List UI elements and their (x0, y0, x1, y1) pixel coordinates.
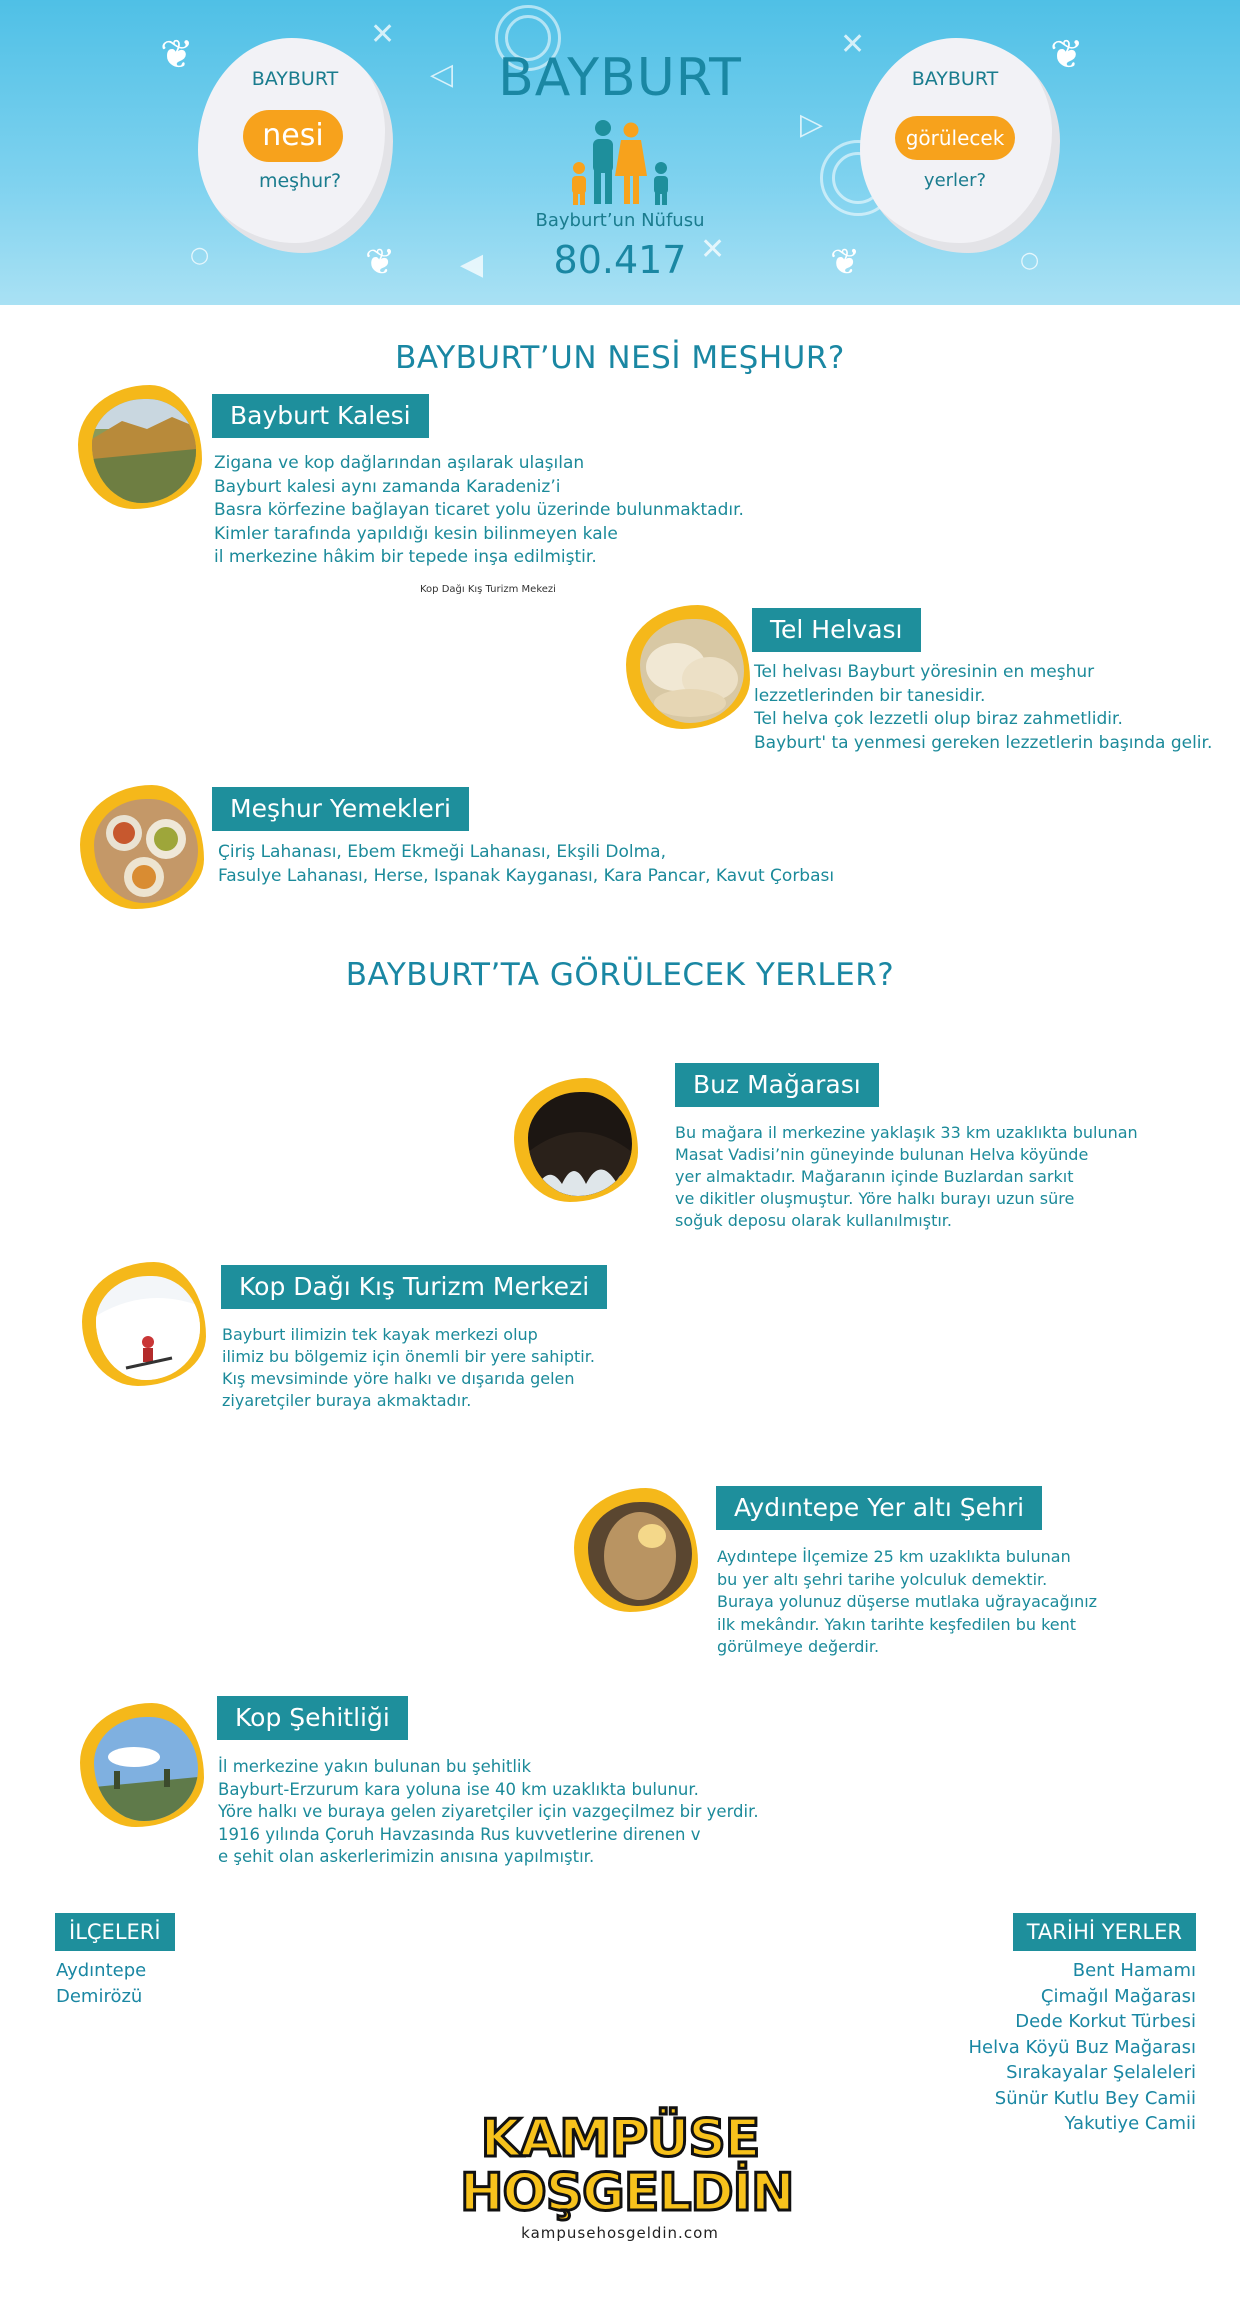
list-item: Helva Köyü Buz Mağarası (968, 2036, 1196, 2058)
logo-url: kampusehosgeldin.com (521, 2224, 719, 2242)
desc-line: Fasulye Lahanası, Herse, Ispanak Kayganası, Kara Pancar, Kavut Çorbası (218, 865, 835, 886)
population-label: Bayburt’un Nüfusu (535, 210, 705, 231)
martyrdom-image (80, 1703, 210, 1833)
item-label-buz-magarasi: Buz Mağarası (675, 1063, 879, 1107)
left-bubble-line1: BAYBURT (251, 68, 339, 90)
right-bubble-line1: BAYBURT (911, 68, 999, 90)
wing-icon: ❦ (160, 32, 194, 78)
desc-line: Tel helvası Bayburt yöresinin en meşhur (754, 662, 1095, 682)
cross-decoration-icon: ✕ (700, 232, 726, 267)
famous-section-title: BAYBURT’UN NESİ MEŞHUR? (395, 340, 845, 376)
desc-line: Bayburt' ta yenmesi gereken lezzetlerin başında gelir. (754, 732, 1213, 753)
desc-line: Kimler tarafında yapıldığı kesin bilinmeyen kale (214, 523, 618, 544)
triangle-decoration-icon: ◁ (430, 57, 454, 92)
districts-list (56, 1958, 146, 2009)
circle-decoration-icon: ○ (190, 243, 210, 268)
item-desc-kop-sehitligi (218, 1756, 759, 1869)
list-item: Aydıntepe (56, 1960, 147, 1981)
desc-line: Çiriş Lahanası, Ebem Ekmeği Lahanası, Ekşili Dolma, (218, 842, 666, 862)
cross-decoration-icon: ✕ (370, 17, 396, 52)
logo-line2: HOŞGELDİN (460, 2163, 794, 2223)
item-desc-bayburt-kalesi (214, 452, 744, 570)
logo-line1: KAMPÜSE (480, 2109, 760, 2169)
desc-line: ziyaretçiler buraya akmaktadır. (222, 1391, 472, 1410)
desc-line: Buraya yolunuz düşerse mutlaka uğrayacağınız (717, 1592, 1098, 1611)
item-label-kop-sehitligi: Kop Şehitliği (217, 1696, 408, 1740)
desc-line: lezzetlerinden bir tanesidir. (754, 685, 986, 706)
desc-line: Bayburt kalesi aynı zamanda Karadeniz’i (214, 476, 561, 497)
desc-line: ilk mekândır. Yakın tarihte keşfedilen bu kent (717, 1614, 1077, 1634)
item-label-meshur-yemekleri: Meşhur Yemekleri (212, 787, 469, 831)
desc-line: Tel helva çok lezzetli olup biraz zahmetlidir. (754, 709, 1123, 729)
wing-icon: ❦ (830, 242, 861, 283)
triangle-decoration-icon: ◀ (460, 247, 484, 282)
item-label-aydintepe: Aydıntepe Yer altı Şehri (716, 1486, 1042, 1530)
item-desc-aydintepe (717, 1546, 1097, 1659)
list-item: Yakutiye Camii (1064, 2113, 1196, 2134)
item-label-bayburt-kalesi: Bayburt Kalesi (212, 394, 429, 438)
desc-line: ve dikitler oluşmuştur. Yöre halkı burayı uzun süre (675, 1189, 1075, 1208)
item-desc-meshur-yemekleri (218, 841, 834, 888)
desc-line: Bu mağara il merkezine yaklaşık 33 km uzaklıkta bulunan (675, 1123, 1138, 1142)
desc-line: il merkezine hâkim bir tepede inşa edilmiştir. (214, 547, 597, 567)
list-item: Sünür Kutlu Bey Camii (994, 2087, 1196, 2109)
places-section-title: BAYBURT’TA GÖRÜLECEK YERLER? (345, 957, 895, 993)
desc-line: bu yer altı şehri tarihe yolculuk demektir. (717, 1569, 1048, 1589)
desc-line: görülmeye değerdir. (717, 1637, 880, 1656)
desc-line: soğuk deposu olarak kullanılmıştır. (675, 1211, 952, 1230)
family-icon (565, 118, 675, 206)
districts-title: İLÇELERİ (55, 1913, 175, 1951)
left-bubble-pill: nesi (243, 110, 343, 162)
wing-icon: ❦ (1050, 32, 1084, 78)
desc-line: Bayburt-Erzurum kara yoluna ise 40 km uzaklıkta bulunur. (218, 1779, 699, 1799)
list-item: Bent Hamamı (1072, 1960, 1196, 1981)
item-desc-buz-magarasi (675, 1122, 1138, 1232)
triangle-decoration-icon: ▷ (800, 107, 824, 142)
item-desc-kop-dagi (222, 1324, 595, 1412)
helva-image (626, 605, 756, 735)
right-bubble-pill: görülecek (895, 116, 1015, 160)
brand-logo (460, 2109, 794, 2260)
desc-line: Kış mevsiminde yöre halkı ve dışarıda gelen (222, 1369, 575, 1388)
castle-image (78, 385, 208, 515)
historic-title: TARİHİ YERLER (1013, 1913, 1196, 1951)
population-value: 80.417 (553, 238, 687, 282)
list-item: Sırakayalar Şelaleleri (1006, 2062, 1196, 2083)
historic-list (969, 1958, 1196, 2137)
item-label-tel-helvasi: Tel Helvası (752, 608, 921, 652)
desc-line: Basra körfezine bağlayan ticaret yolu üzerinde bulunmaktadır. (214, 500, 744, 520)
list-item: Dede Korkut Türbesi (1015, 2011, 1196, 2032)
ski-center-image (82, 1262, 212, 1392)
desc-line: ilimiz bu bölgemiz için önemli bir yere sahiptir. (222, 1347, 595, 1366)
circle-decoration-icon: ○ (1020, 248, 1040, 273)
desc-line: Yöre halkı ve buraya gelen ziyaretçiler için vazgeçilmez bir yerdir. (218, 1802, 759, 1821)
desc-line: Aydıntepe İlçemize 25 km uzaklıkta bulunan (717, 1547, 1071, 1566)
header-banner (0, 0, 1240, 305)
wing-icon: ❦ (365, 242, 396, 283)
list-item: Demirözü (56, 1985, 143, 2007)
desc-line: İl merkezine yakın bulunan bu şehitlik (218, 1757, 532, 1776)
desc-line: 1916 yılında Çoruh Havzasında Rus kuvvetlerine direnen v (218, 1824, 701, 1844)
right-bubble-line3: yerler? (923, 170, 987, 191)
desc-line: e şehit olan askerlerimizin anısına yapılmıştır. (218, 1847, 595, 1866)
list-item: Çimağıl Mağarası (1040, 1985, 1196, 2007)
desc-line: Masat Vadisi’nin güneyinde bulunan Helva köyünde (675, 1145, 1089, 1164)
food-image (80, 785, 210, 915)
desc-line: Bayburt ilimizin tek kayak merkezi olup (222, 1325, 538, 1344)
ice-cave-image (514, 1078, 644, 1208)
item-desc-tel-helvasi (754, 661, 1212, 755)
cross-decoration-icon: ✕ (840, 27, 866, 62)
desc-line: Zigana ve kop dağlarından aşılarak ulaşılan (214, 453, 585, 473)
item-label-kop-dagi: Kop Dağı Kış Turizm Merkezi (221, 1265, 607, 1309)
small-caption: Kop Dağı Kış Turizm Mekezi (420, 584, 556, 595)
header-title: BAYBURT (498, 48, 742, 108)
left-bubble-line3: meşhur? (258, 170, 342, 192)
underground-city-image (574, 1488, 704, 1618)
desc-line: yer almaktadır. Mağaranın içinde Buzlardan sarkıt (675, 1167, 1074, 1186)
